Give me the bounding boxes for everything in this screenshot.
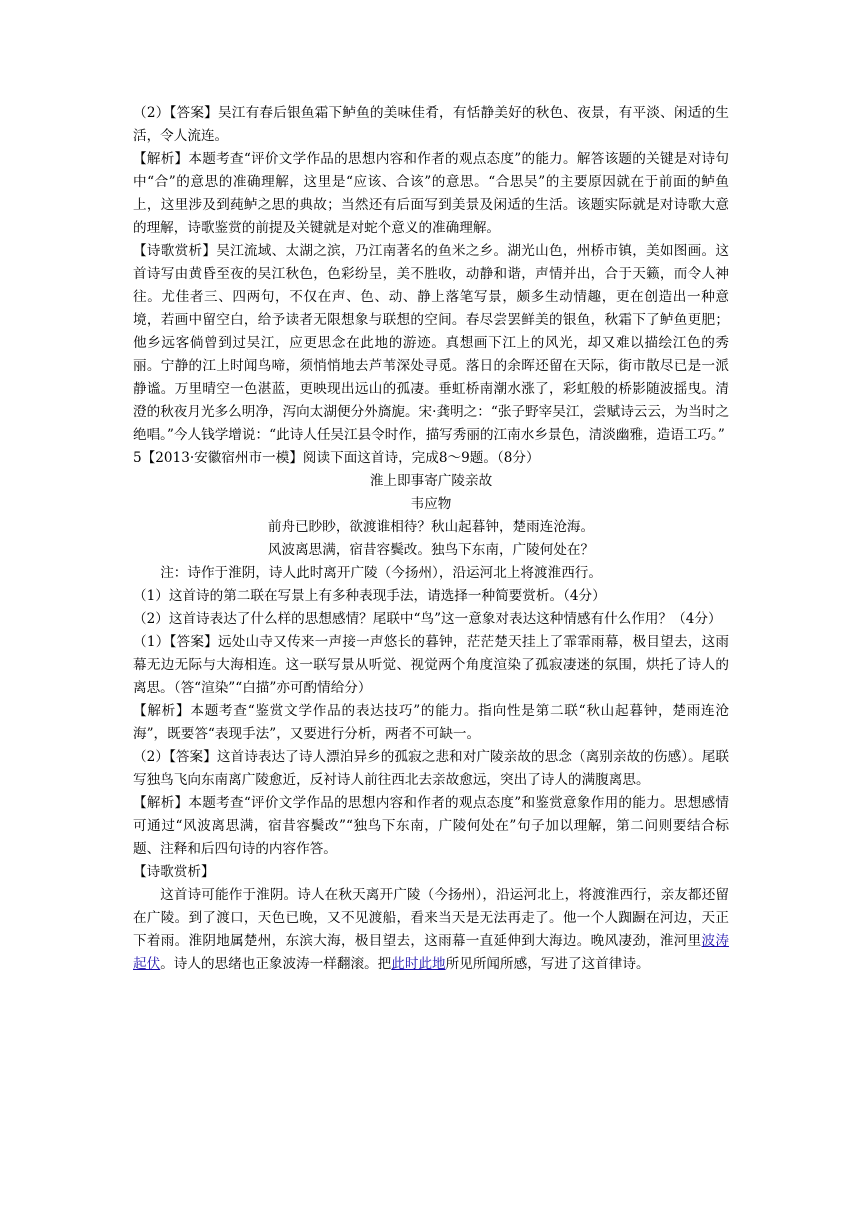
appreciation-text-c: 所见所闻所感，写进了这首律诗。 [445,956,650,972]
answer-tag: 【答案】 [169,634,218,650]
analysis-paragraph [133,148,729,240]
analysis-2-paragraph [133,792,729,861]
item-number: （2） [133,105,170,121]
appreciation-text-a: 这首诗可能作于淮阴。诗人在秋天离开广陵（今扬州），沿运河北上，将渡淮西行，亲友都还留在广陵。到了渡口，天色已晚，又不见渡船，看来当天是无法再走了。他一个人踟蹰在河边，天正下着雨。淮阴地属楚州，东滨大海，极目望去，这雨幕一直延伸到大海边。晚风凄劲，淮河里 [133,887,729,949]
answer-tag: 【答案】 [169,105,218,121]
question-1: （1）这首诗的第二联在写景上有多种表现手法，请选择一种简要赏析。（4分） [133,588,606,604]
analysis-tag: 【解析】 [133,795,189,811]
poem-author: 韦应物 [410,496,452,512]
appreciation-body [133,884,729,976]
analysis-text: 本题考查“评价文学作品的思想内容和作者的观点态度”和鉴赏意象作用的能力。思想感情可通过“风波离思满，宿昔容鬓改”“独鸟下东南，广陵何处在”句子加以理解，第二问则要结合标题、注释和后四句诗的内容作答。 [133,795,729,857]
appreciation-text-b: 。诗人的思绪也正象波涛一样翻滚。把 [160,956,392,972]
appreciation-text: 吴江流域、太湖之滨，乃江南著名的鱼米之乡。湖光山色，州桥市镇，美如图画。这首诗写由黄昏至夜的吴江秋色，色彩纷呈，美不胜收，动静和谐，声情并出，合于天籁，而令人神往。尤佳者三、四两句，不仅在声、色、动、静上落笔写景，颇多生动情趣，更在创造出一种意境，若画中留空白，给予读者无限想象与联想的空间。春尽尝罢鲜美的银鱼，秋霜下了鲈鱼更肥；他乡远客倘曾到过吴江，应更思念在此地的游迹。真想画下江上的风光，却又难以描绘江色的秀丽。宁静的江上时闻鸟啼，须悄悄地去芦苇深处寻觅。落日的余晖还留在天际，街市散尽已是一派静谧。万里晴空一色湛蓝，更映现出远山的孤凄。垂虹桥南潮水涨了，彩虹般的桥影随波摇曳。清澄的秋夜月光多么明净，泻向太湖便分外旖旎。宋·龚明之：“张子野宰吴江，尝赋诗云云，为当时之绝唱。”今人钱学增说：“此诗人任吴江县令时作，描写秀丽的江南水乡景色，清淡幽雅，造语工巧。” [133,243,729,443]
analysis-text: 本题考查“鉴赏文学作品的表达技巧”的能力。指向性是第二联“秋山起暮钟，楚雨连沧海”，既要答“表现手法”，又要进行分析，两者不可缺一。 [133,703,729,742]
analysis-text: 本题考查“评价文学作品的思想内容和作者的观点态度”的能力。解答该题的关键是对诗句中“合”的意思的准确理解，这里是“应该、合该”的意思。“合思吴”的主要原因就在于前面的鲈鱼上，这里涉及到莼鲈之思的典故；当然还有后面写到美景及闲适的生活。该题实际就是对诗歌大意的理解，诗歌鉴赏的前提及关键就是对蛇个意义的准确理解。 [133,151,729,236]
answer-1-paragraph [133,631,729,700]
answer-text: 远处山寺又传来一声接一声悠长的暮钟，茫茫楚天挂上了霏霏雨幕，极目望去，这雨幕无边无际与大海相连。这一联写景从听觉、视觉两个角度渲染了孤寂凄迷的氛围，烘托了诗人的离思。（答“渲染”“白描”亦可酌情给分） [133,634,729,696]
poem-note: 注：诗作于淮阴，诗人此时离开广陵（今扬州），沿运河北上将渡淮西行。 [160,565,602,581]
poem-title: 淮上即事寄广陵亲故 [369,473,493,489]
appreciation-tag: 【诗歌赏析】 [133,243,217,259]
link-bodao-qifu[interactable]: 波涛起伏 [133,933,730,972]
analysis-tag: 【解析】 [133,703,191,719]
link-ci-shi-ci-di[interactable]: 此时此地 [391,956,446,972]
appreciation-heading: 【诗歌赏析】 [133,864,215,880]
answer-text: 吴江有春后银鱼霜下鲈鱼的美味佳肴，有恬静美好的秋色、夜景，有平淡、闲适的生活，令人流连。 [133,105,729,144]
analysis-1-paragraph [133,700,729,746]
item-number: （1） [133,634,170,650]
analysis-tag: 【解析】 [133,151,189,167]
poem-line-2: 风波离思满，宿昔容鬓改。独鸟下东南，广陵何处在？ [267,542,595,558]
document-page [133,102,729,976]
answer-text: 这首诗表达了诗人漂泊异乡的孤寂之悲和对广陵亲故的思念（离别亲故的伤感）。尾联写独鸟飞向东南离广陵愈近，反衬诗人前往西北去亲故愈远，突出了诗人的满腹离思。 [133,749,729,788]
question-2: （2）这首诗表达了什么样的思想感情？尾联中“鸟”这一意象对表达这种情感有什么作用？（4分） [133,611,722,627]
poem-line-1: 前舟已眇眇，欲渡谁相待？秋山起暮钟，楚雨连沧海。 [267,519,595,535]
poem-appreciation-paragraph [133,240,729,447]
item-number: （2） [133,749,170,765]
answer-2-paragraph [133,746,729,792]
question-5-heading: 5【2013·安徽宿州市一模】阅读下面这首诗，完成8～9题。（8分） [133,450,540,466]
answer-paragraph-2 [133,102,729,148]
answer-tag: 【答案】 [169,749,217,765]
